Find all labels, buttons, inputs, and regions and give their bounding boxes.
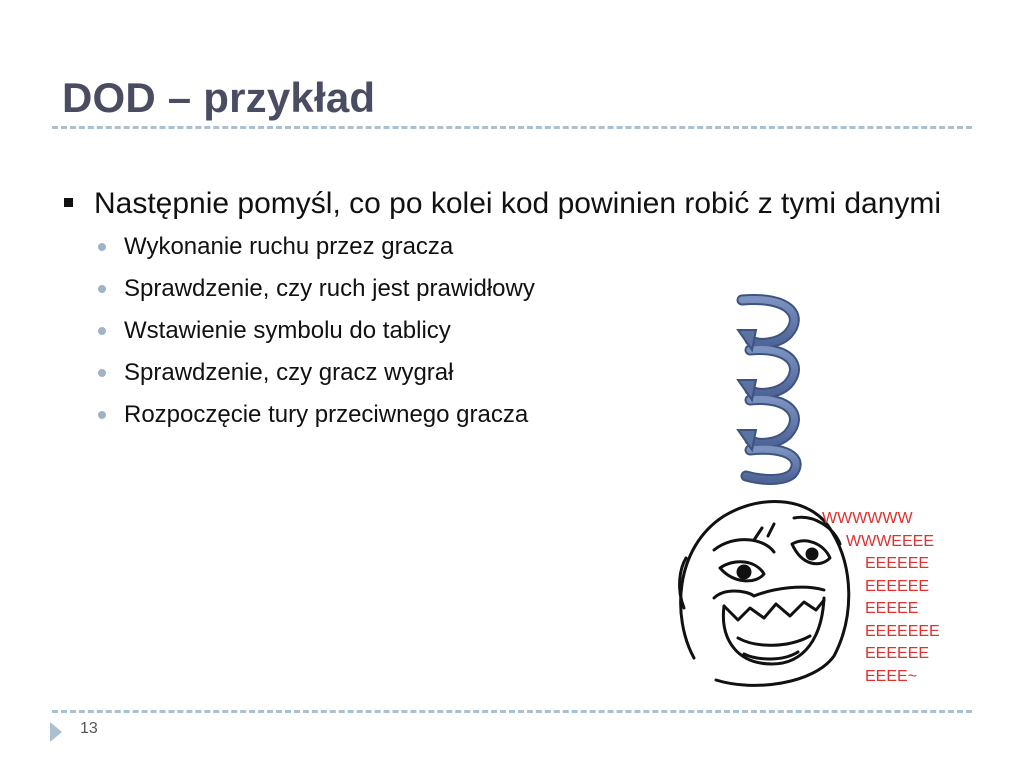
- meme-text-line: EEEEEE: [865, 645, 930, 662]
- dot-bullet-icon: [98, 369, 106, 377]
- sub-bullet: [62, 316, 962, 346]
- meme-text-line: WWWEEEE: [846, 532, 934, 550]
- sub-bullet: [62, 358, 962, 388]
- sub-bullet-text: Sprawdzenie, czy ruch jest prawidłowy: [124, 275, 535, 302]
- slide-content: [62, 184, 962, 442]
- meme-text-line: EEEEEE: [865, 577, 930, 595]
- sub-bullet-text: Wykonanie ruchu przez gracza: [124, 233, 454, 260]
- dot-bullet-icon: [98, 285, 106, 293]
- meme-text-line: EEEEEEE: [865, 622, 940, 640]
- square-bullet-icon: [64, 198, 73, 207]
- sub-bullet-text: Rozpoczęcie tury przeciwnego gracza: [124, 401, 529, 428]
- sub-bullet: [62, 274, 962, 304]
- loop-arrows-icon: [720, 290, 810, 486]
- sub-bullet-list: [62, 232, 962, 430]
- dot-bullet-icon: [98, 243, 106, 251]
- main-bullet: [62, 184, 962, 224]
- sub-bullet: [62, 232, 962, 262]
- dot-bullet-icon: [98, 327, 106, 335]
- page-number: 13: [80, 720, 98, 737]
- sub-bullet: [62, 400, 962, 430]
- meme-text-line: WWWWWW: [822, 510, 913, 527]
- sub-bullet-text: Sprawdzenie, czy gracz wygrał: [124, 359, 454, 386]
- meme-scream-text: [822, 508, 940, 688]
- triangle-right-icon: [50, 722, 62, 742]
- sub-bullet-text: Wstawienie symbolu do tablicy: [124, 317, 451, 344]
- title-divider: [52, 126, 972, 129]
- dot-bullet-icon: [98, 411, 106, 419]
- meme-text-line: EEEEE: [865, 600, 919, 617]
- footer-divider: [52, 710, 972, 713]
- main-bullet-text: Następnie pomyśl, co po kolei kod powinien robić z tymi danymi: [94, 187, 942, 220]
- meme-text-line: EEEEEE: [865, 555, 930, 572]
- meme-text-line: EEEE~: [865, 667, 918, 685]
- slide-title: DOD – przykład: [62, 74, 376, 121]
